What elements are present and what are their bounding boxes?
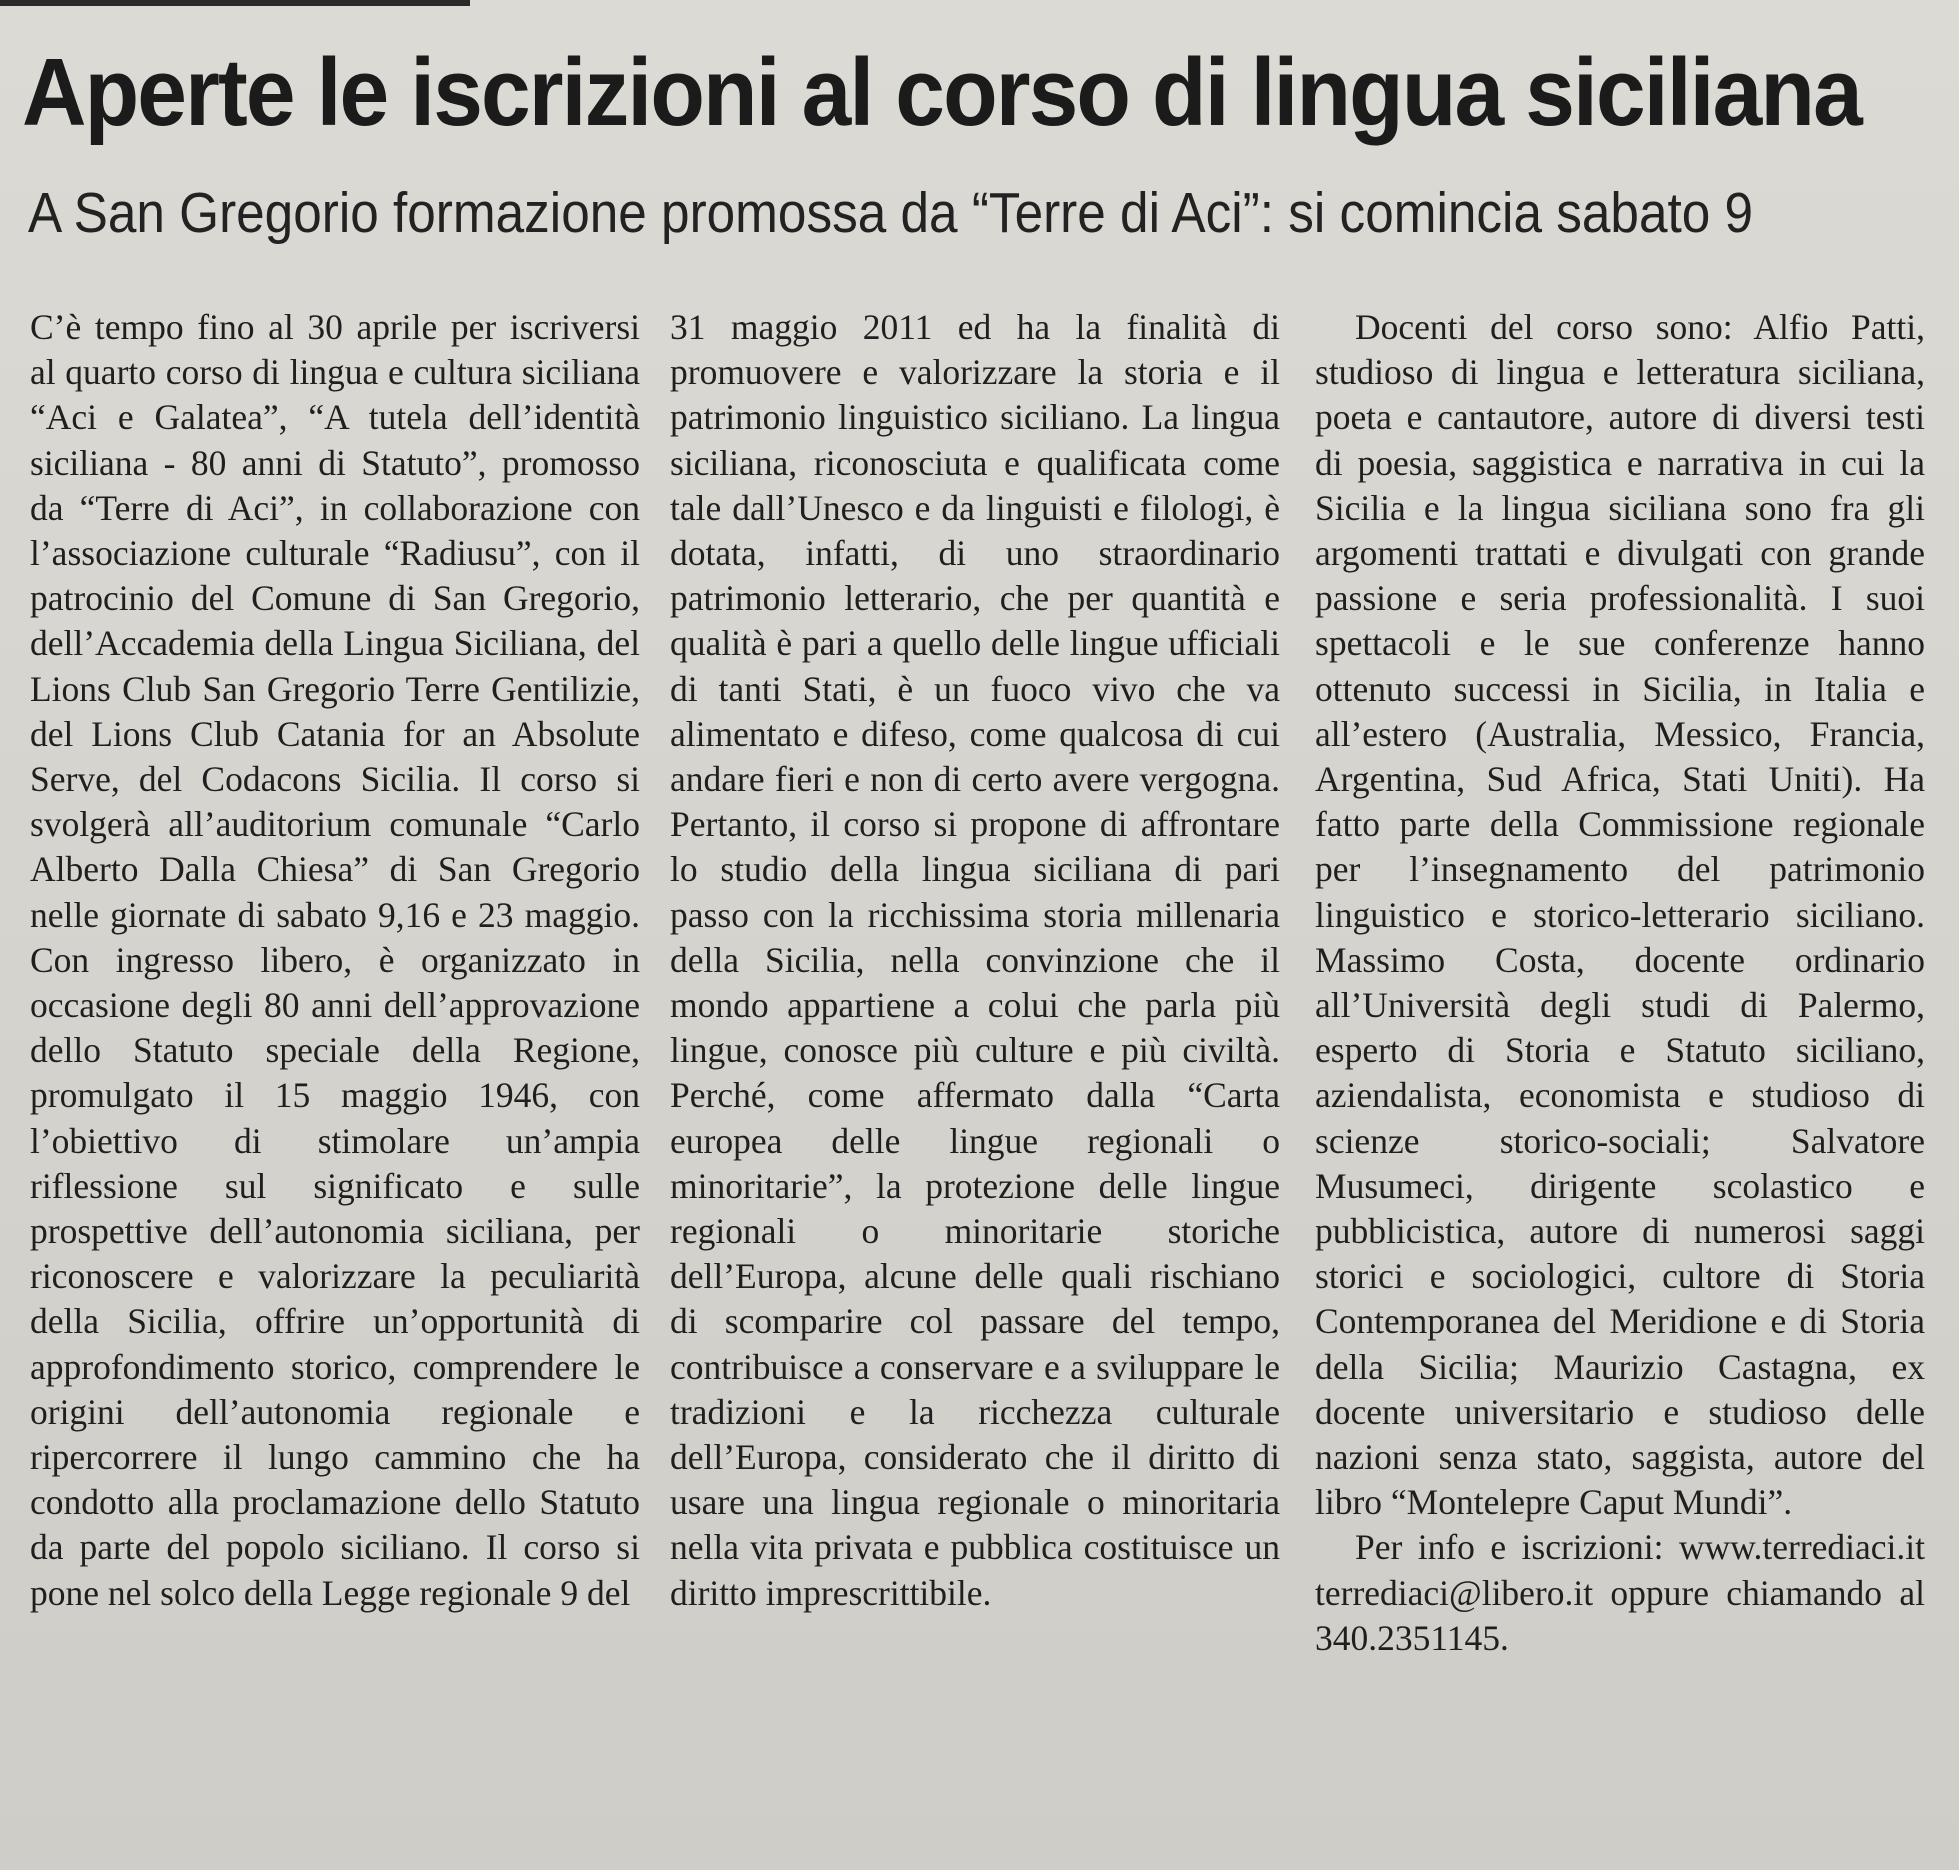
contact-info-paragraph: Per info e iscrizioni: www.terrediaci.it terrediaci@libero.it oppure chiamando al 340.2351145.	[1315, 1527, 1925, 1658]
column-1	[30, 305, 640, 1845]
column-2	[670, 305, 1280, 1845]
subheadline: A San Gregorio formazione promossa da “Terre di Aci”: si comincia sabato 9	[28, 181, 1754, 245]
top-rule	[0, 0, 470, 6]
column-3	[1315, 305, 1925, 1845]
column-2-paragraph-1: 31 maggio 2011 ed ha la finalità di promuovere e valorizzare la storia e il patrimonio linguistico siciliano. La lingua siciliana, riconosciuta e qualificata come tale dall’Unesco e da linguisti e filologi, è dotata, infatti, di uno straordinario patrimonio letterario, che per quantità e qualità è pari a quello delle lingue ufficiali di tanti Stati, è un fuoco vivo che va alimentato e difeso, come qualcosa di cui andare fieri e non di certo avere vergogna. Pertanto, il corso si propone di affrontare lo studio della lingua siciliana di pari passo con la ricchissima storia millenaria della Sicilia, nella convinzione che il mondo appartiene a colui che parla più lingue, conosce più culture e più civiltà. Perché, come affermato dalla “Carta europea delle lingue regionali o minoritarie”, la protezione delle lingue regionali o minoritarie storiche dell’Europa, alcune delle quali rischiano di scomparire col passare del tempo, contribuisce a conservare e a sviluppare le tradizioni e la ricchezza culturale dell’Europa, considerato che il diritto di usare una lingua regionale o minoritaria nella vita privata e pubblica costituisce un diritto imprescrittibile.	[670, 307, 1280, 1613]
column-3-paragraph-1: Docenti del corso sono: Alfio Patti, studioso di lingua e letteratura siciliana, poeta e cantautore, autore di diversi testi di poesia, saggistica e narrativa in cui la Sicilia e la lingua siciliana sono fra gli argomenti trattati e divulgati con grande passione e seria professionalità. I suoi spettacoli e le sue conferenze hanno ottenuto successi in Sicilia, in Italia e all’estero (Australia, Messico, Francia, Argentina, Sud Africa, Stati Uniti). Ha fatto parte della Commissione regionale per l’insegnamento del patrimonio linguistico e storico-letterario siciliano. Massimo Costa, docente ordinario all’Università degli studi di Palermo, esperto di Storia e Statuto siciliano, aziendalista, economista e studioso di scienze storico-sociali; Salvatore Musumeci, dirigente scolastico e pubblicistica, autore di numerosi saggi storici e sociologici, cultore di Storia Contemporanea del Meridione e di Storia della Sicilia; Maurizio Castagna, ex docente universitario e studioso delle nazioni senza stato, saggista, autore del libro “Montelepre Caput Mundi”.	[1315, 307, 1925, 1523]
column-1-paragraph-1: C’è tempo fino al 30 aprile per iscriversi al quarto corso di lingua e cultura siciliana “Aci e Galatea”, “A tutela dell’identità siciliana - 80 anni di Statuto”, promosso da “Terre di Aci”, in collaborazione con l’associazione culturale “Radiusu”, con il patrocinio del Comune di San Gregorio, dell’Accademia della Lingua Siciliana, del Lions Club San Gregorio Terre Gentilizie, del Lions Club Catania for an Absolute Serve, del Codacons Sicilia. Il corso si svolgerà all’auditorium comunale “Carlo Alberto Dalla Chiesa” di San Gregorio nelle giornate di sabato 9,16 e 23 maggio. Con ingresso libero, è organizzato in occasione degli 80 anni dell’approvazione dello Statuto speciale della Regione, promulgato il 15 maggio 1946, con l’obiettivo di stimolare un’ampia riflessione sul significato e sulle prospettive dell’autonomia siciliana, per riconoscere e valorizzare la peculiarità della Sicilia, offrire un’opportunità di approfondimento storico, comprendere le origini dell’autonomia regionale e ripercorrere il lungo cammino che ha condotto alla proclamazione dello Statuto da parte del popolo siciliano. Il corso si pone nel solco della Legge regionale 9 del	[30, 307, 640, 1613]
article-body	[30, 305, 1930, 1845]
headline: Aperte le iscrizioni al corso di lingua siciliana	[22, 39, 1861, 146]
